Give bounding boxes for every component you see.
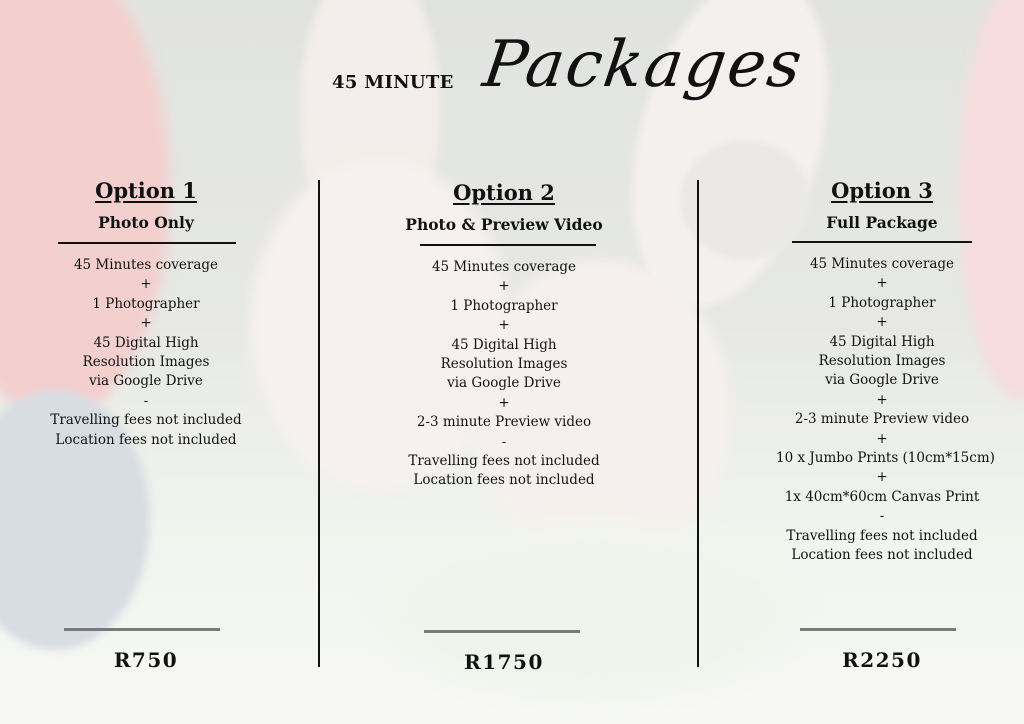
feature-line: + xyxy=(876,391,888,408)
feature-line: 1x 40cm*60cm Canvas Print xyxy=(784,488,980,505)
feature-line: Resolution Images xyxy=(818,353,946,370)
option-3-price-rule xyxy=(800,628,956,631)
feature-line: via Google Drive xyxy=(89,373,203,390)
option-1-title: Option 1 xyxy=(95,178,197,203)
feature-line: + xyxy=(498,317,510,334)
feature-line: 45 Digital High xyxy=(93,334,199,351)
feature-line: 45 Digital High xyxy=(829,333,935,350)
option-3-rule xyxy=(792,241,972,243)
feature-line: + xyxy=(140,315,152,332)
feature-line: Travelling fees not included xyxy=(408,453,600,470)
option-2-price: R1750 xyxy=(464,650,544,674)
feature-line: Resolution Images xyxy=(82,354,210,371)
option-1-price-rule xyxy=(64,628,220,631)
feature-line: via Google Drive xyxy=(825,372,939,389)
option-2-rule xyxy=(420,244,596,246)
option-3-features xyxy=(776,255,995,566)
feature-line: Travelling fees not included xyxy=(786,527,978,544)
feature-line: + xyxy=(876,275,888,292)
feature-line: 45 Minutes coverage xyxy=(431,259,577,275)
option-1-subtitle: Photo Only xyxy=(98,213,194,232)
title-script: Packages xyxy=(478,28,809,102)
option-3-title: Option 3 xyxy=(831,178,933,203)
feature-line: - xyxy=(501,433,507,450)
feature-line: 45 Minutes coverage xyxy=(73,257,219,273)
feature-line: - xyxy=(143,392,149,409)
option-2-price-rule xyxy=(424,630,580,633)
column-divider xyxy=(697,180,699,667)
feature-line: + xyxy=(498,278,510,295)
option-1-price: R750 xyxy=(113,648,179,672)
feature-line: - xyxy=(879,508,885,525)
feature-line: 1 Photographer xyxy=(450,297,558,314)
feature-line: 45 Minutes coverage xyxy=(809,256,955,272)
feature-line: Location fees not included xyxy=(413,472,595,489)
option-1-rule xyxy=(58,242,236,244)
option-2-title: Option 2 xyxy=(453,180,555,205)
option-2-features xyxy=(398,258,610,491)
feature-line: Location fees not included xyxy=(791,547,973,564)
option-3-price: R2250 xyxy=(842,648,922,672)
feature-line: + xyxy=(140,276,152,293)
feature-line: 1 Photographer xyxy=(828,294,936,311)
option-2-subtitle: Photo & Preview Video xyxy=(405,215,603,234)
column-divider xyxy=(318,180,320,667)
feature-line: Resolution Images xyxy=(440,356,568,373)
title-prefix: 45 MINUTE xyxy=(332,72,454,93)
feature-line: 2-3 minute Preview video xyxy=(794,411,970,428)
feature-line: + xyxy=(876,469,888,486)
option-1-features xyxy=(38,256,254,450)
feature-line: 10 x Jumbo Prints (10cm*15cm) xyxy=(776,450,995,467)
option-3-subtitle: Full Package xyxy=(826,213,938,232)
feature-line: + xyxy=(876,314,888,331)
feature-line: via Google Drive xyxy=(447,375,561,392)
feature-line: 45 Digital High xyxy=(451,336,557,353)
feature-line: + xyxy=(876,430,888,447)
feature-line: Location fees not included xyxy=(55,431,237,448)
feature-line: 2-3 minute Preview video xyxy=(416,414,592,431)
feature-line: + xyxy=(498,394,510,411)
feature-line: 1 Photographer xyxy=(92,295,200,312)
feature-line: Travelling fees not included xyxy=(50,412,242,429)
